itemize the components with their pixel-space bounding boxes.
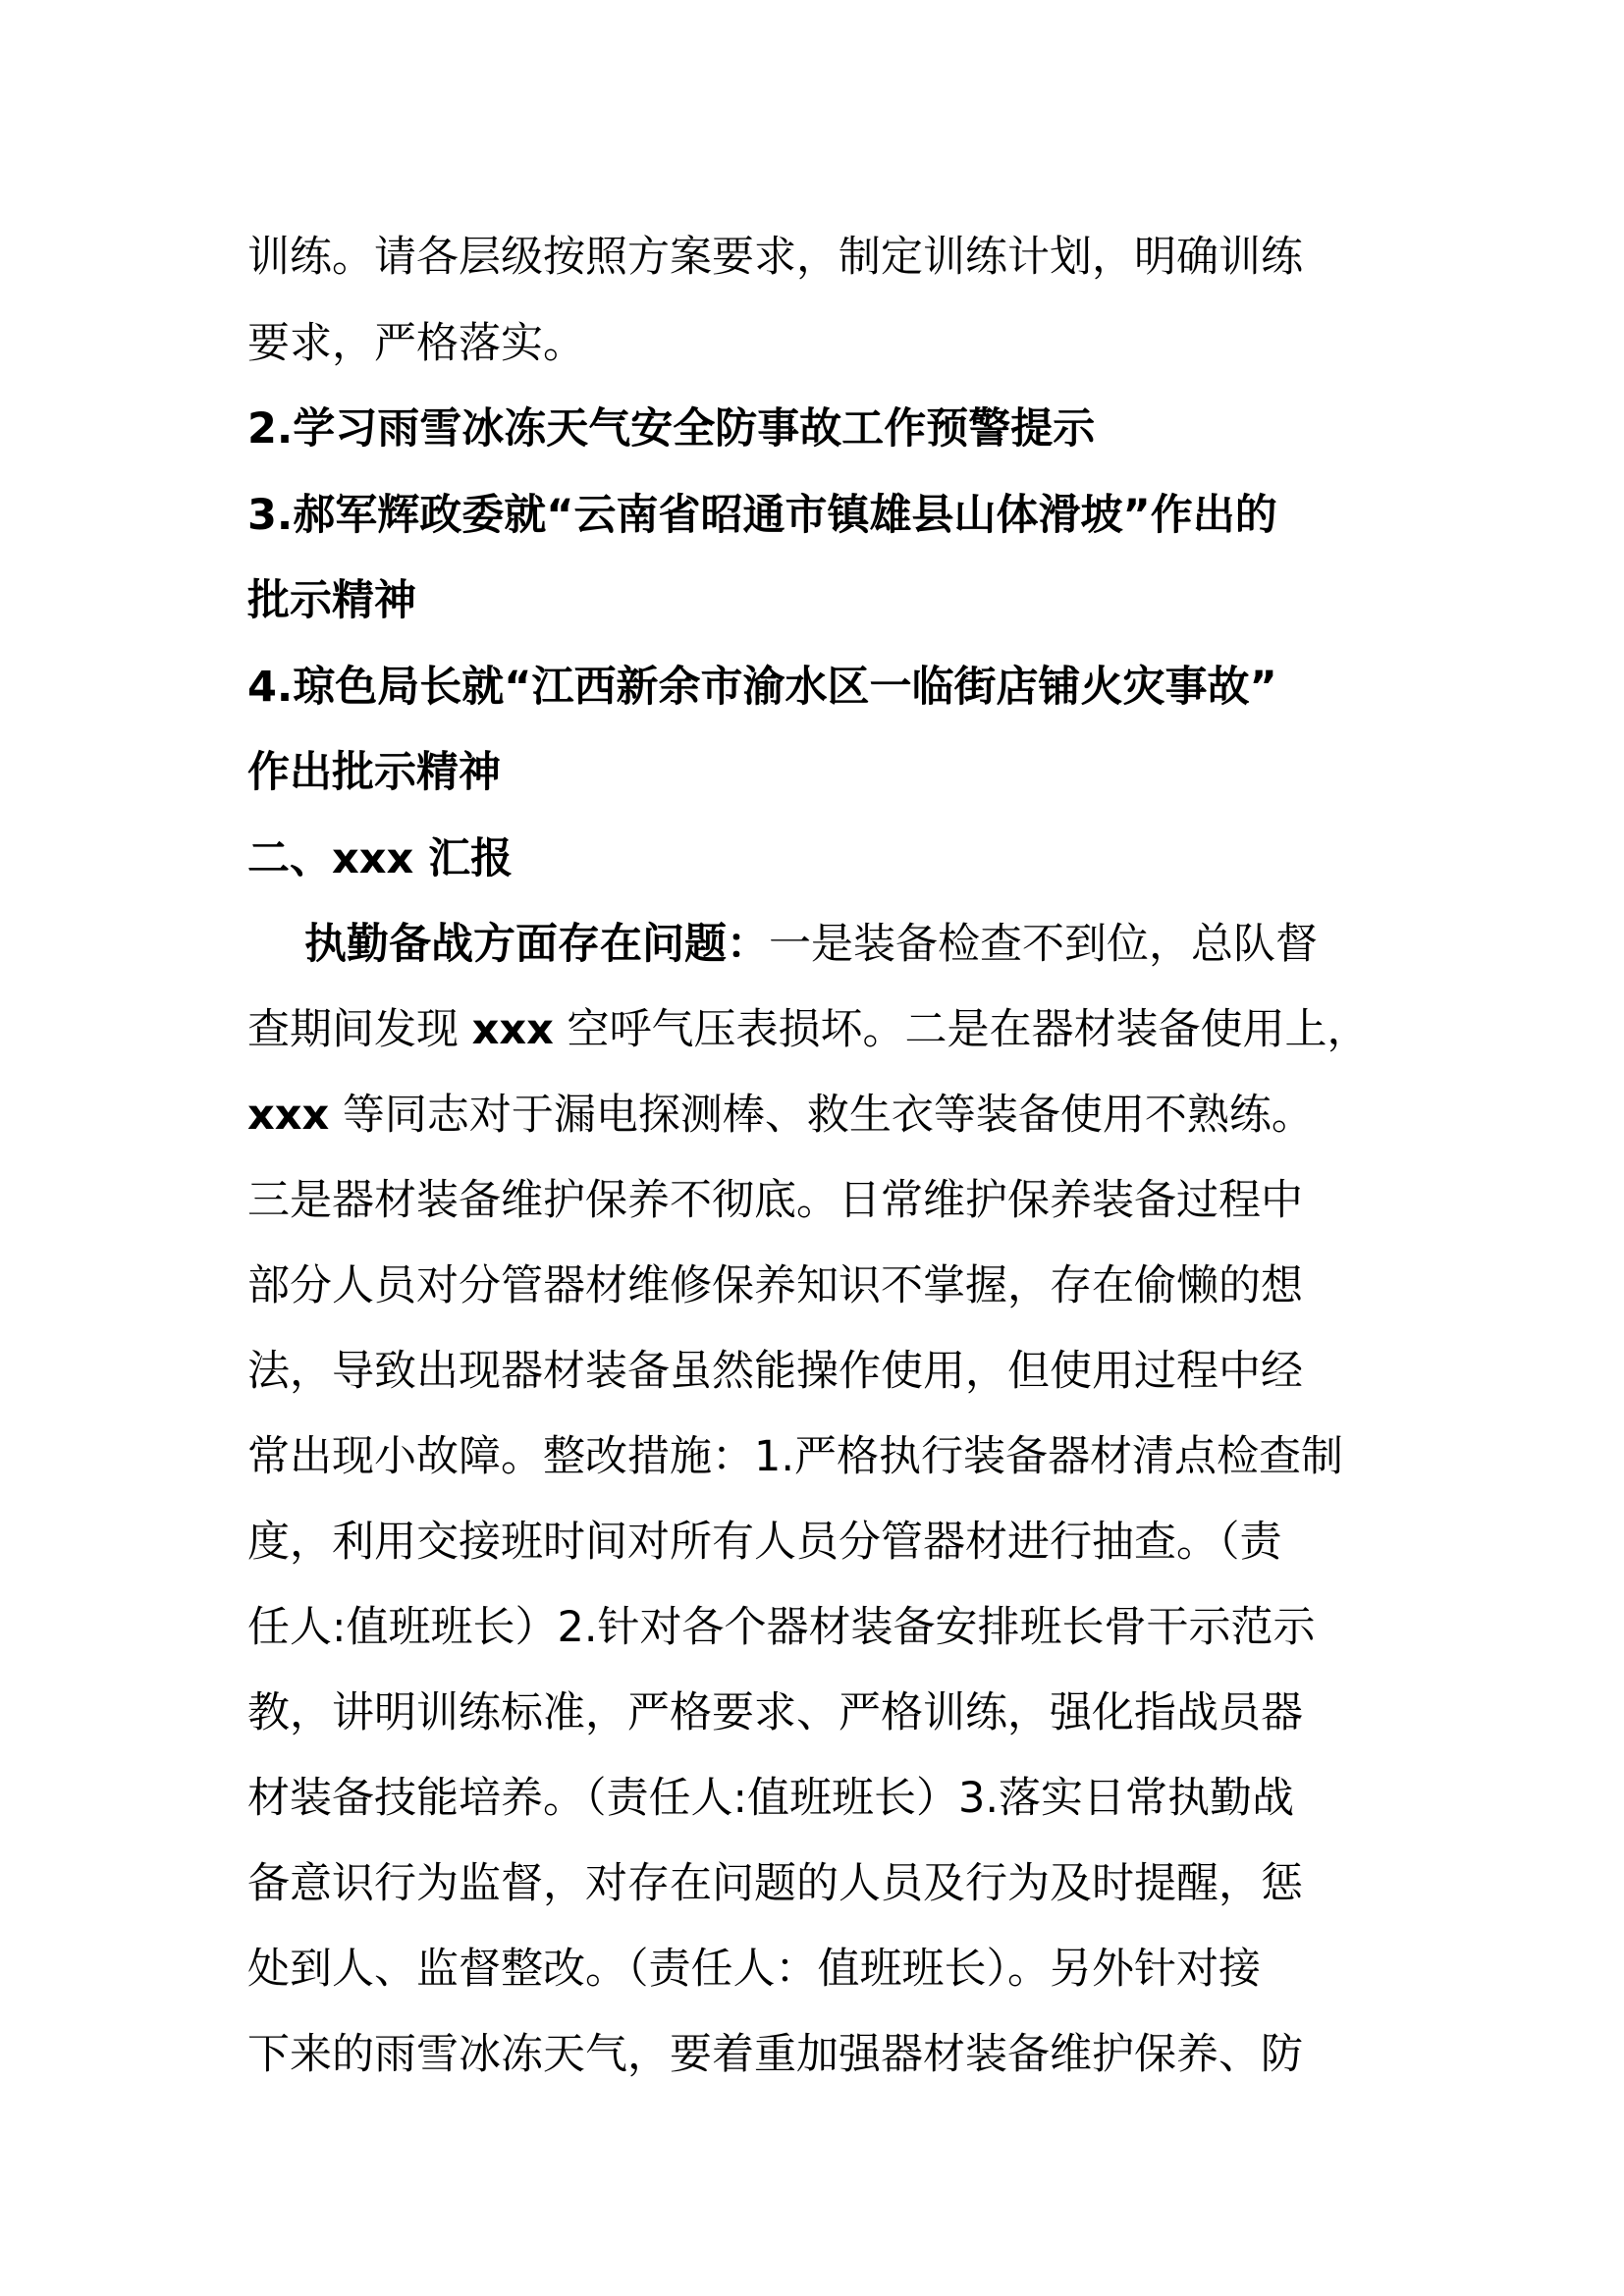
list-item-3: 3.郝军辉政委就“云南省昭通市镇雄县山体滑坡”作出的: [247, 491, 1277, 540]
paragraph-line-10: 教，讲明训练标准，严格要求、严格训练，强化指战员器: [247, 1688, 1303, 1737]
list-item-4-continued: 作出批示精神: [247, 748, 501, 797]
body-line-1: 训练。请各层级按照方案要求，制定训练计划，明确训练: [247, 233, 1303, 282]
paragraph-line-2-bold: xxx: [471, 1005, 554, 1054]
paragraph-line-4: 三是器材装备维护保养不彻底。日常维护保养装备过程中: [247, 1176, 1303, 1225]
list-item-2: 2.学习雨雪冰冻天气安全防事故工作预警提示: [247, 404, 1096, 454]
paragraph-line-11: 材装备技能培养。（责任人:值班班长）3.落实日常执勤战: [247, 1774, 1295, 1823]
paragraph-line-2-text-a: 查期间发现: [247, 1005, 472, 1054]
paragraph-line-9: 任人:值班班长）2.针对各个器材装备安排班长骨干示范示: [247, 1603, 1316, 1652]
paragraph-line-12: 备意识行为监督，对存在问题的人员及行为及时提醒，惩: [247, 1859, 1303, 1908]
paragraph-line-3: [247, 1086, 1314, 1145]
paragraph-line-2-text-b: 空呼气压表损坏。二是在器材装备使用上，: [553, 1005, 1370, 1054]
paragraph-line-8: 度，利用交接班时间对所有人员分管器材进行抽查。（责: [247, 1518, 1282, 1567]
paragraph-lead: 执勤备战方面存在问题：: [304, 920, 769, 969]
paragraph-line-14: 下来的雨雪冰冻天气，要着重加强器材装备维护保养、防: [247, 2030, 1303, 2079]
paragraph-line-5: 部分人员对分管器材维修保养知识不掌握，存在偷懒的想: [247, 1261, 1303, 1310]
list-item-4: 4.琼色局长就“江西新余市渝水区一临街店铺火灾事故”: [247, 663, 1277, 712]
paragraph-line-3-text: 等同志对于漏电探测棒、救生衣等装备使用不熟练。: [329, 1091, 1314, 1140]
paragraph-line-1: [304, 915, 1318, 974]
section-heading: 二、xxx 汇报: [247, 834, 514, 883]
paragraph-line-13: 处到人、监督整改。（责任人：值班班长）。另外针对接: [247, 1945, 1261, 1994]
paragraph-line-6: 法，导致出现器材装备虽然能操作使用，但使用过程中经: [247, 1347, 1303, 1396]
paragraph-line-1-text: 一是装备检查不到位，总队督: [769, 920, 1318, 969]
list-item-3-continued: 批示精神: [247, 576, 416, 625]
paragraph-line-3-bold: xxx: [247, 1091, 330, 1140]
body-line-2: 要求，严格落实。: [247, 319, 585, 368]
paragraph-line-2: [247, 1000, 1370, 1059]
paragraph-line-7: 常出现小故障。整改措施：1.严格执行装备器材清点检查制: [247, 1432, 1344, 1481]
